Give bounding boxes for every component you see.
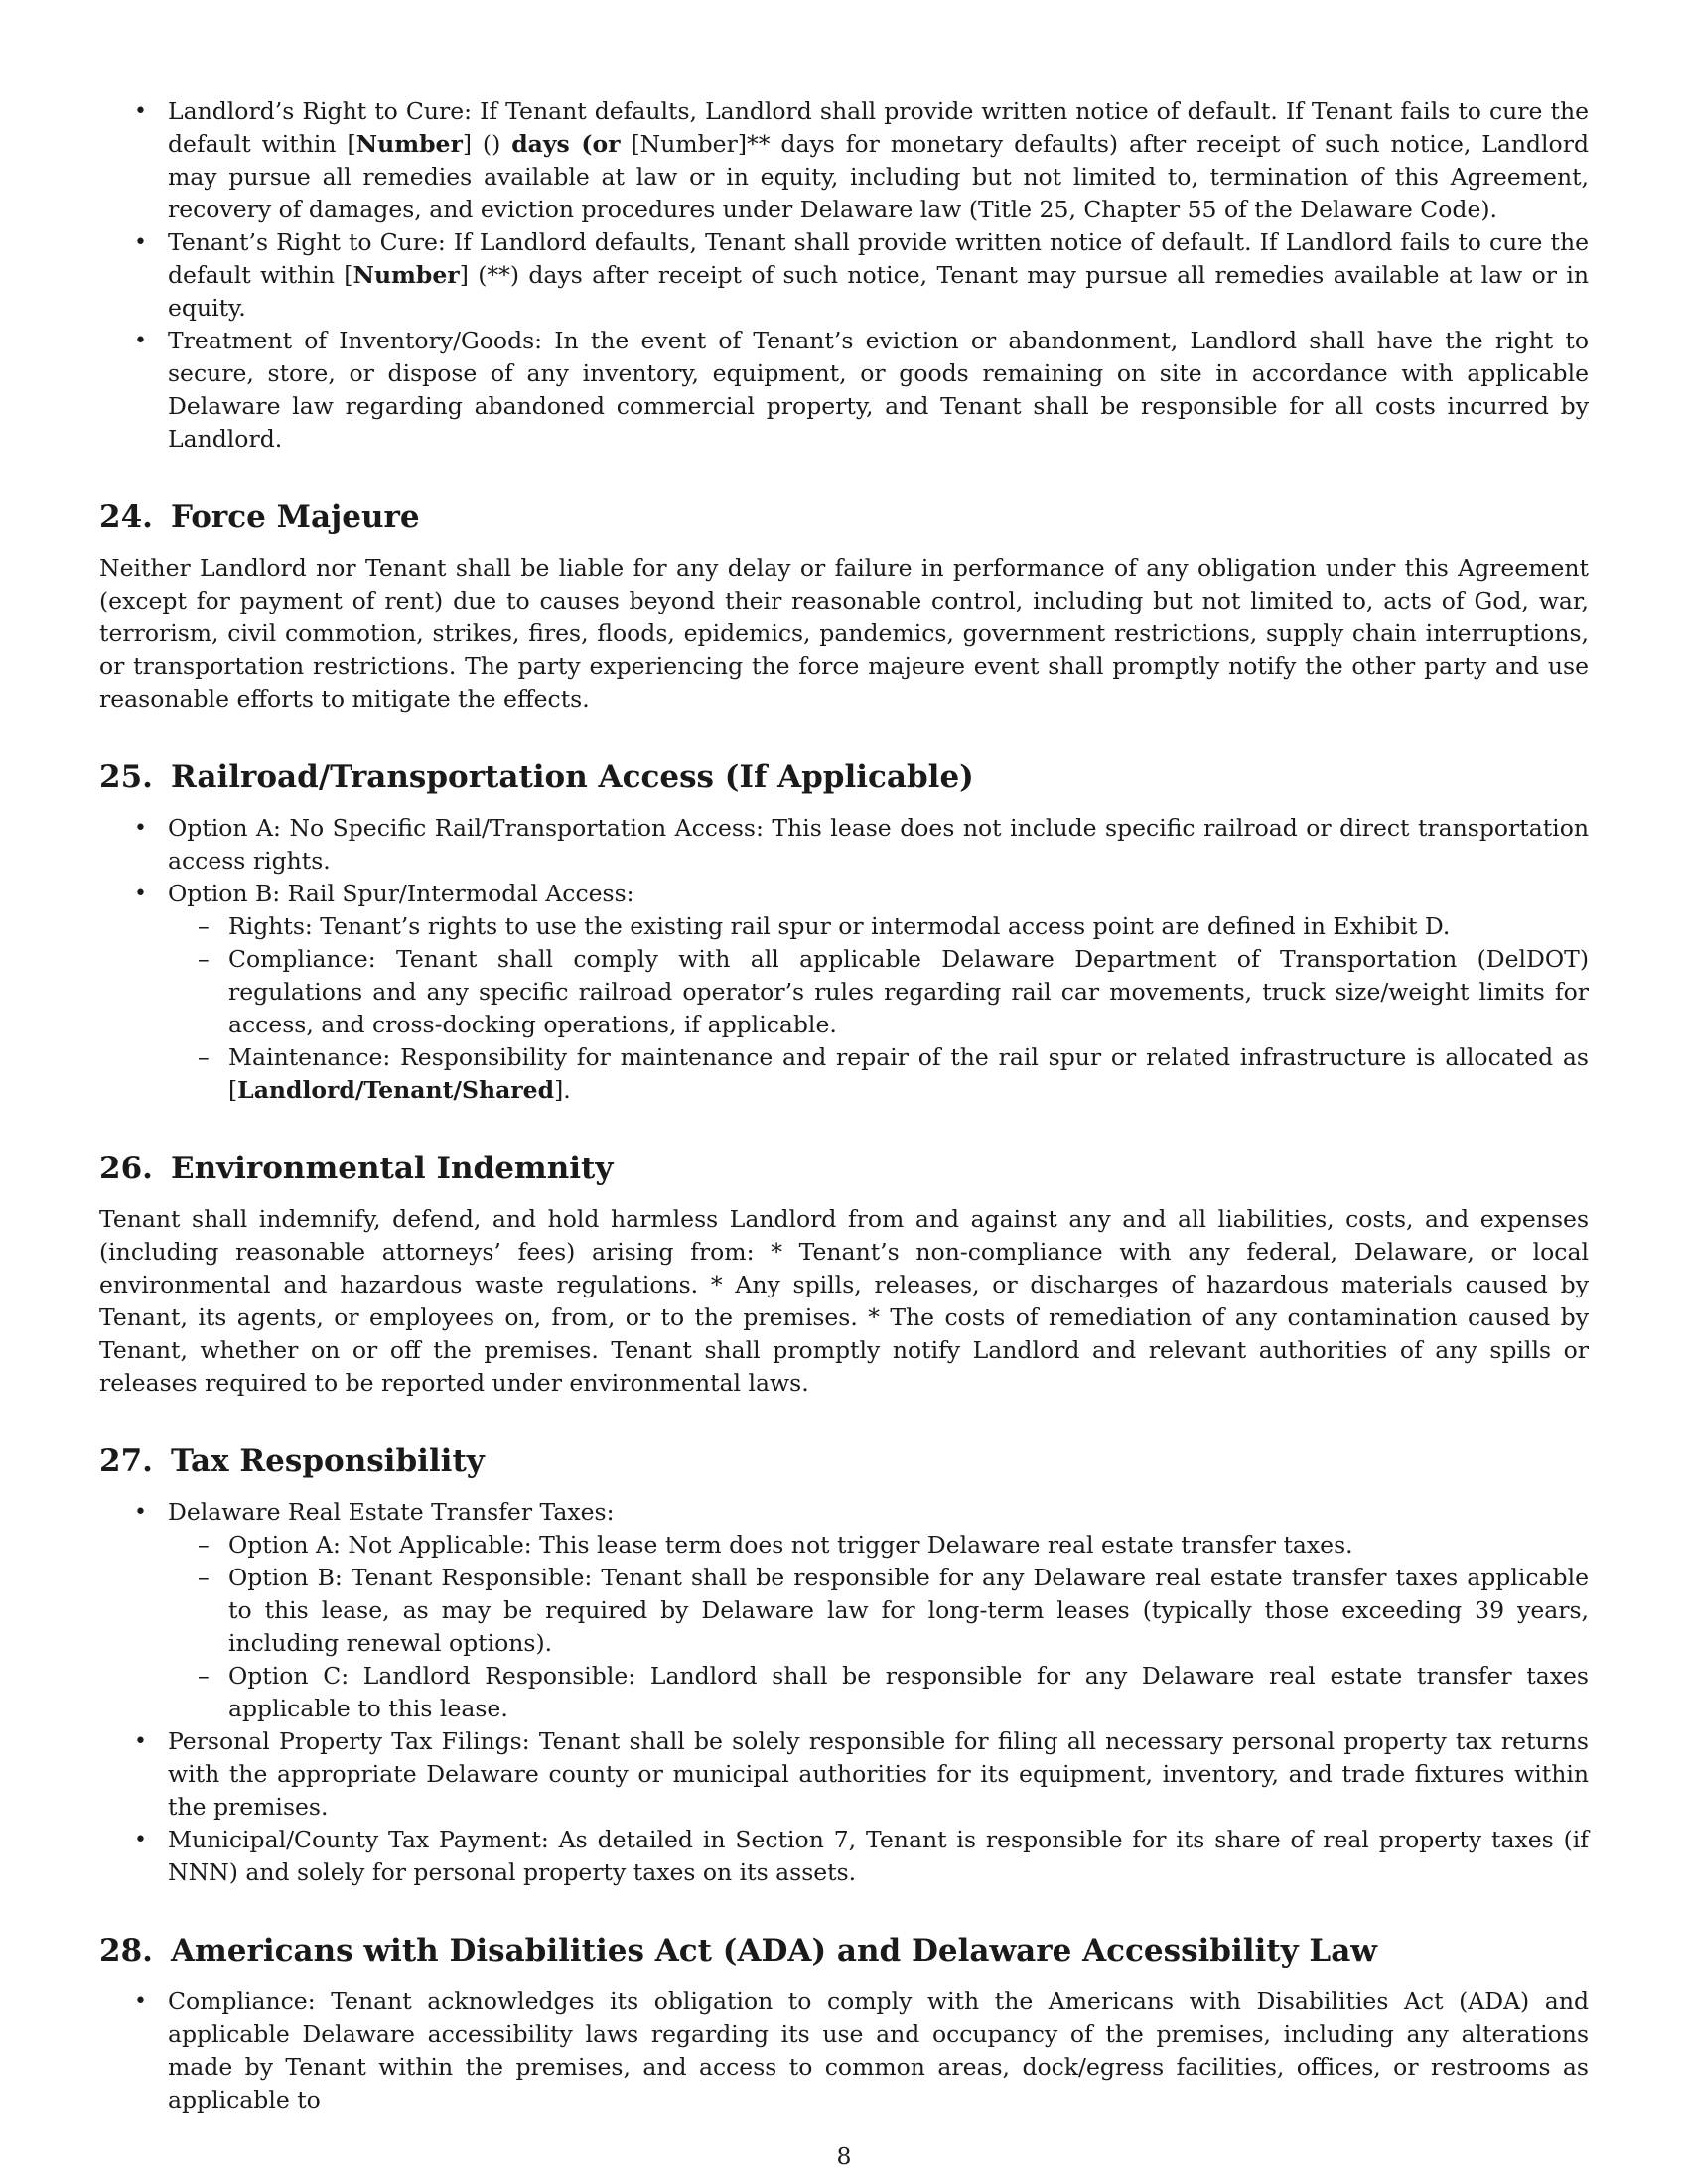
section-27-list	[99, 1496, 1589, 1889]
list-item-personal-property-tax: • Personal Property Tax Filings: Tenant shall be solely responsible for filing all necessary personal property tax returns with the appropriate Delaware county or municipal authorities for its equipment, inventory, and trade fixtures within the premises.	[99, 1725, 1589, 1824]
section-28-heading: 28. Americans with Disabilities Act (ADA) and Delaware Accessibility Law	[99, 1933, 1377, 1969]
sublist-item-rights: – Rights: Tenant’s rights to use the existing rail spur or intermodal access point are defined in Exhibit D.	[168, 910, 1589, 943]
section-23-list	[99, 95, 1589, 456]
section-24-heading: 24. Force Majeure	[99, 499, 420, 535]
section-25-list	[99, 812, 1589, 1107]
section-28-list	[99, 1985, 1589, 2116]
transfer-taxes-sublist	[168, 1529, 1589, 1725]
sublist-item-maintenance: – Maintenance: Responsibility for maintenance and repair of the rail spur or related infrastructure is allocated as [Landlord/Tenant/Shared].	[168, 1041, 1589, 1107]
section-26-body: Tenant shall indemnify, defend, and hold harmless Landlord from and against any and all liabilities, costs, and expenses (including reasonable attorneys’ fees) arising from: * Tenant’s non-compliance with any federal, Delaware, or local environmental and hazardous waste regulations. * Any spills, releases, or discharges of hazardous materials caused by Tenant, its agents, or employees on, from, or to the premises. * The costs of remediation of any contamination caused by Tenant, whether on or off the premises. Tenant shall promptly notify Landlord and relevant authorities of any spills or releases required to be reported under environmental laws.	[99, 1205, 1589, 1397]
list-item-option-b: • Option B: Rail Spur/Intermodal Access: – Rights: Tenant’s rights to use the existing rail spur or intermodal access point are defined in Exhibit D. – Compliance: Tenant shall comply with all applicable Delaware Department of Transportation (DelDOT) regulations and any specific railroad operator’s rules regarding rail car movements, truck size/weight limits for access, and cross-docking operations, if applicable. – Maintenance: Responsibility for maintenance and repair of the rail spur or related infrastructure is allocated as [Landlord/Tenant/Shared].	[99, 878, 1589, 1107]
page-number: 8	[836, 2142, 852, 2170]
list-item-option-a: • Option A: No Specific Rail/Transportation Access: This lease does not include specific railroad or direct transportation access rights.	[99, 812, 1589, 878]
section-24-body: Neither Landlord nor Tenant shall be liable for any delay or failure in performance of any obligation under this Agreement (except for payment of rent) due to causes beyond their reasonable control, including but not limited to, acts of God, war, terrorism, civil commotion, strikes, fires, floods, epidemics, pandemics, government restrictions, supply chain interruptions, or transportation restrictions. The party experiencing the force majeure event shall promptly notify the other party and use reasonable efforts to mitigate the effects.	[99, 554, 1589, 713]
list-item-treatment-of-inventory: • Treatment of Inventory/Goods: In the event of Tenant’s eviction or abandonment, Landlord shall have the right to secure, store, or dispose of any inventory, equipment, or goods remaining on site in accordance with applicable Delaware law regarding abandoned commercial property, and Tenant shall be responsible for all costs incurred by Landlord.	[99, 325, 1589, 456]
page-content	[99, 95, 1589, 2116]
section-26-heading: 26. Environmental Indemnity	[99, 1151, 614, 1186]
section-27-heading: 27. Tax Responsibility	[99, 1443, 485, 1479]
sublist-item-compliance: – Compliance: Tenant shall comply with all applicable Delaware Department of Transportation (DelDOT) regulations and any specific railroad operator’s rules regarding rail car movements, truck size/weight limits for access, and cross-docking operations, if applicable.	[168, 943, 1589, 1041]
list-item-tenant-right-to-cure: • Tenant’s Right to Cure: If Landlord defaults, Tenant shall provide written notice of default. If Landlord fails to cure the default within [Number] (**) days after receipt of such notice, Tenant may pursue all remedies available at law or in equity.	[99, 226, 1589, 325]
list-item-ada-compliance: • Compliance: Tenant acknowledges its obligation to comply with the Americans with Disabilities Act (ADA) and applicable Delaware accessibility laws regarding its use and occupancy of the premises, including any alterations made by Tenant within the premises, and access to common areas, dock/egress facilities, offices, or restrooms as applicable to	[99, 1985, 1589, 2116]
list-item-landlord-right-to-cure: • Landlord’s Right to Cure: If Tenant defaults, Landlord shall provide written notice of default. If Tenant fails to cure the default within [Number] () days (or [Number]** days for monetary defaults) after receipt of such notice, Landlord may pursue all remedies available at law or in equity, including but not limited to, termination of this Agreement, recovery of damages, and eviction procedures under Delaware law (Title 25, Chapter 55 of the Delaware Code).	[99, 95, 1589, 226]
section-25-heading: 25. Railroad/Transportation Access (If Applicable)	[99, 759, 974, 795]
sublist-item-option-b: – Option B: Tenant Responsible: Tenant shall be responsible for any Delaware real estate transfer taxes applicable to this lease, as may be required by Delaware law for long-term leases (typically those exceeding 39 years, including renewal options).	[168, 1562, 1589, 1660]
sublist-item-option-c: – Option C: Landlord Responsible: Landlord shall be responsible for any Delaware real estate transfer taxes applicable to this lease.	[168, 1660, 1589, 1725]
list-item-municipal-tax: • Municipal/County Tax Payment: As detailed in Section 7, Tenant is responsible for its share of real property taxes (if NNN) and solely for personal property taxes on its assets.	[99, 1824, 1589, 1889]
sublist-item-option-a: – Option A: Not Applicable: This lease term does not trigger Delaware real estate transfer taxes.	[168, 1529, 1589, 1562]
option-b-sublist	[168, 910, 1589, 1107]
list-item-transfer-taxes: • Delaware Real Estate Transfer Taxes: – Option A: Not Applicable: This lease term does not trigger Delaware real estate transfer taxes. – Option B: Tenant Responsible: Tenant shall be responsible for any Delaware real estate transfer taxes applicable to this lease, as may be required by Delaware law for long-term leases (typically those exceeding 39 years, including renewal options). – Option C: Landlord Responsible: Landlord shall be responsible for any Delaware real estate transfer taxes applicable to this lease.	[99, 1496, 1589, 1725]
